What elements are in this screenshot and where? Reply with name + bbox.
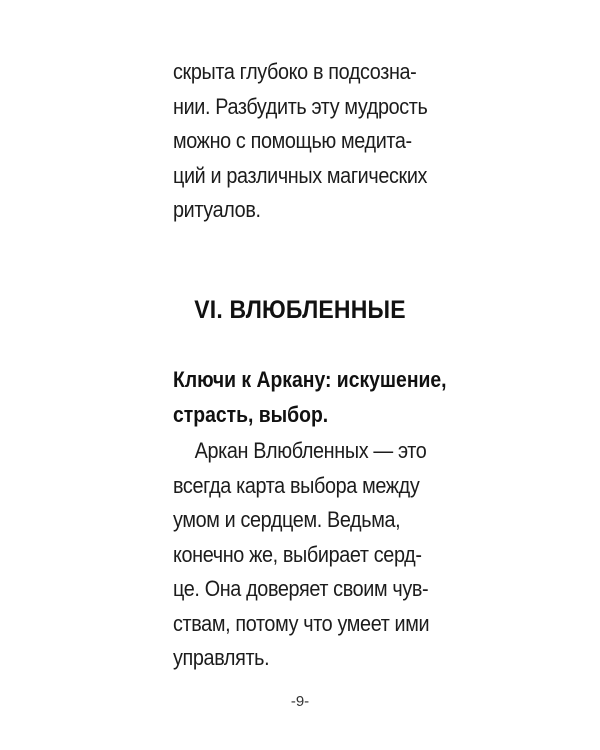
body-line: ствам, потому что умеет ими: [173, 610, 430, 636]
intro-line: нии. Разбудить эту мудрость: [173, 93, 428, 119]
intro-line: ритуалов.: [173, 197, 261, 222]
body-line: конечно же, выбирает серд-: [173, 541, 422, 567]
body-line: Аркан Влюбленных — это: [194, 438, 427, 463]
body-line: всегда карта выбора между: [173, 472, 420, 498]
body-paragraph: [173, 434, 463, 676]
intro-line: можно с помощью медита-: [173, 128, 412, 153]
body-line: управлять.: [173, 645, 270, 670]
body-line: умом и сердцем. Ведьма,: [173, 507, 401, 532]
intro-paragraph: [173, 55, 463, 228]
keys-line: страсть, выбор.: [173, 401, 329, 427]
keys-line: Ключи к Аркану: искушение,: [173, 367, 447, 392]
intro-line: скрыта глубоко в подсозна-: [173, 59, 417, 84]
chapter-title: VI. ВЛЮБЛЕННЫЕ: [194, 296, 406, 324]
arcana-keys: [173, 363, 493, 432]
page-number: -9-: [290, 693, 310, 710]
body-line: це. Она доверяет своим чув-: [173, 576, 429, 601]
intro-line: ций и различных магических: [173, 162, 428, 188]
